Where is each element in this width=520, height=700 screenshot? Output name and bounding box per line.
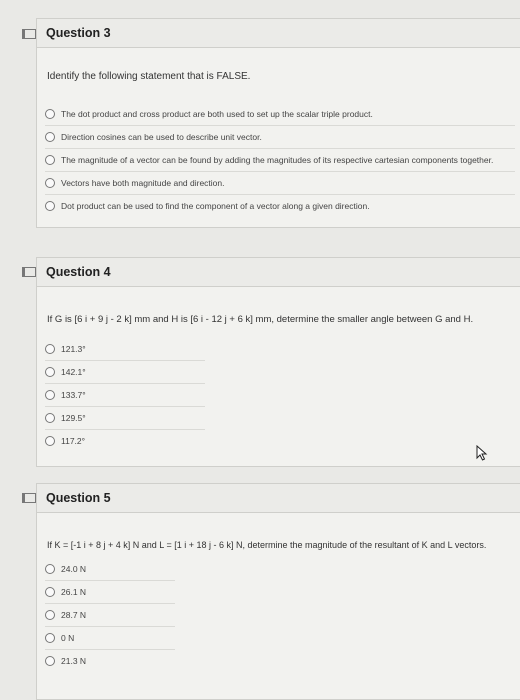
answer-option[interactable]: [45, 604, 175, 627]
answer-option[interactable]: [45, 149, 515, 172]
question-card-3: [36, 18, 520, 228]
answer-label: 129.5°: [61, 413, 86, 423]
radio-button[interactable]: [45, 109, 55, 119]
answer-list: [45, 558, 175, 672]
question-prompt: If G is [6 i + 9 j - 2 k] mm and H is [6 i - 12 j + 6 k] mm, determine the smaller angle between G and H.: [47, 314, 474, 325]
answer-label: 28.7 N: [61, 610, 87, 620]
radio-button[interactable]: [45, 367, 55, 377]
question-card-5: [36, 483, 520, 700]
radio-button[interactable]: [45, 610, 55, 620]
answer-label: 0 N: [61, 633, 75, 643]
answer-label: The dot product and cross product are both used to set up the scalar triple product.: [61, 109, 373, 119]
radio-button[interactable]: [45, 390, 55, 400]
answer-label: 121.3°: [61, 344, 86, 354]
answer-label: Direction cosines can be used to describe unit vector.: [61, 132, 262, 142]
answer-option[interactable]: [45, 650, 175, 672]
answer-label: 133.7°: [61, 390, 86, 400]
radio-button[interactable]: [45, 436, 55, 446]
flag-question-icon[interactable]: [22, 29, 36, 39]
answer-label: 142.1°: [61, 367, 86, 377]
radio-button[interactable]: [45, 132, 55, 142]
radio-button[interactable]: [45, 201, 55, 211]
answer-label: Dot product can be used to find the component of a vector along a given direction.: [61, 201, 370, 211]
answer-label: 21.3 N: [61, 656, 87, 666]
answer-option[interactable]: [45, 558, 175, 581]
answer-label: Vectors have both magnitude and direction.: [61, 178, 225, 188]
question-card-4: [36, 257, 520, 467]
answer-option[interactable]: [45, 384, 205, 407]
answer-label: The magnitude of a vector can be found by adding the magnitudes of its respective cartesian components together.: [61, 155, 494, 165]
answer-option[interactable]: [45, 103, 515, 126]
answer-list: [45, 338, 205, 452]
radio-button[interactable]: [45, 344, 55, 354]
question-title: Question 3: [37, 19, 520, 48]
radio-button[interactable]: [45, 413, 55, 423]
flag-question-icon[interactable]: [22, 267, 36, 277]
answer-label: 26.1 N: [61, 587, 87, 597]
question-title: Question 4: [37, 258, 520, 287]
answer-option[interactable]: [45, 627, 175, 650]
radio-button[interactable]: [45, 656, 55, 666]
radio-button[interactable]: [45, 155, 55, 165]
answer-option[interactable]: [45, 195, 515, 217]
answer-option[interactable]: [45, 126, 515, 149]
answer-list: [45, 103, 515, 217]
answer-option[interactable]: [45, 172, 515, 195]
answer-label: 24.0 N: [61, 564, 87, 574]
radio-button[interactable]: [45, 633, 55, 643]
mouse-pointer-icon: [476, 445, 490, 461]
answer-option[interactable]: [45, 430, 205, 452]
radio-button[interactable]: [45, 178, 55, 188]
flag-question-icon[interactable]: [22, 493, 36, 503]
question-title: Question 5: [37, 484, 520, 513]
answer-option[interactable]: [45, 407, 205, 430]
question-prompt: Identify the following statement that is FALSE.: [47, 71, 251, 82]
answer-option[interactable]: [45, 581, 175, 604]
answer-option[interactable]: [45, 338, 205, 361]
question-prompt: If K = [-1 i + 8 j + 4 k] N and L = [1 i + 18 j - 6 k] N, determine the magnitude of the resultant of K and L vectors.: [47, 540, 487, 550]
answer-label: 117.2°: [61, 436, 86, 446]
radio-button[interactable]: [45, 564, 55, 574]
answer-option[interactable]: [45, 361, 205, 384]
radio-button[interactable]: [45, 587, 55, 597]
